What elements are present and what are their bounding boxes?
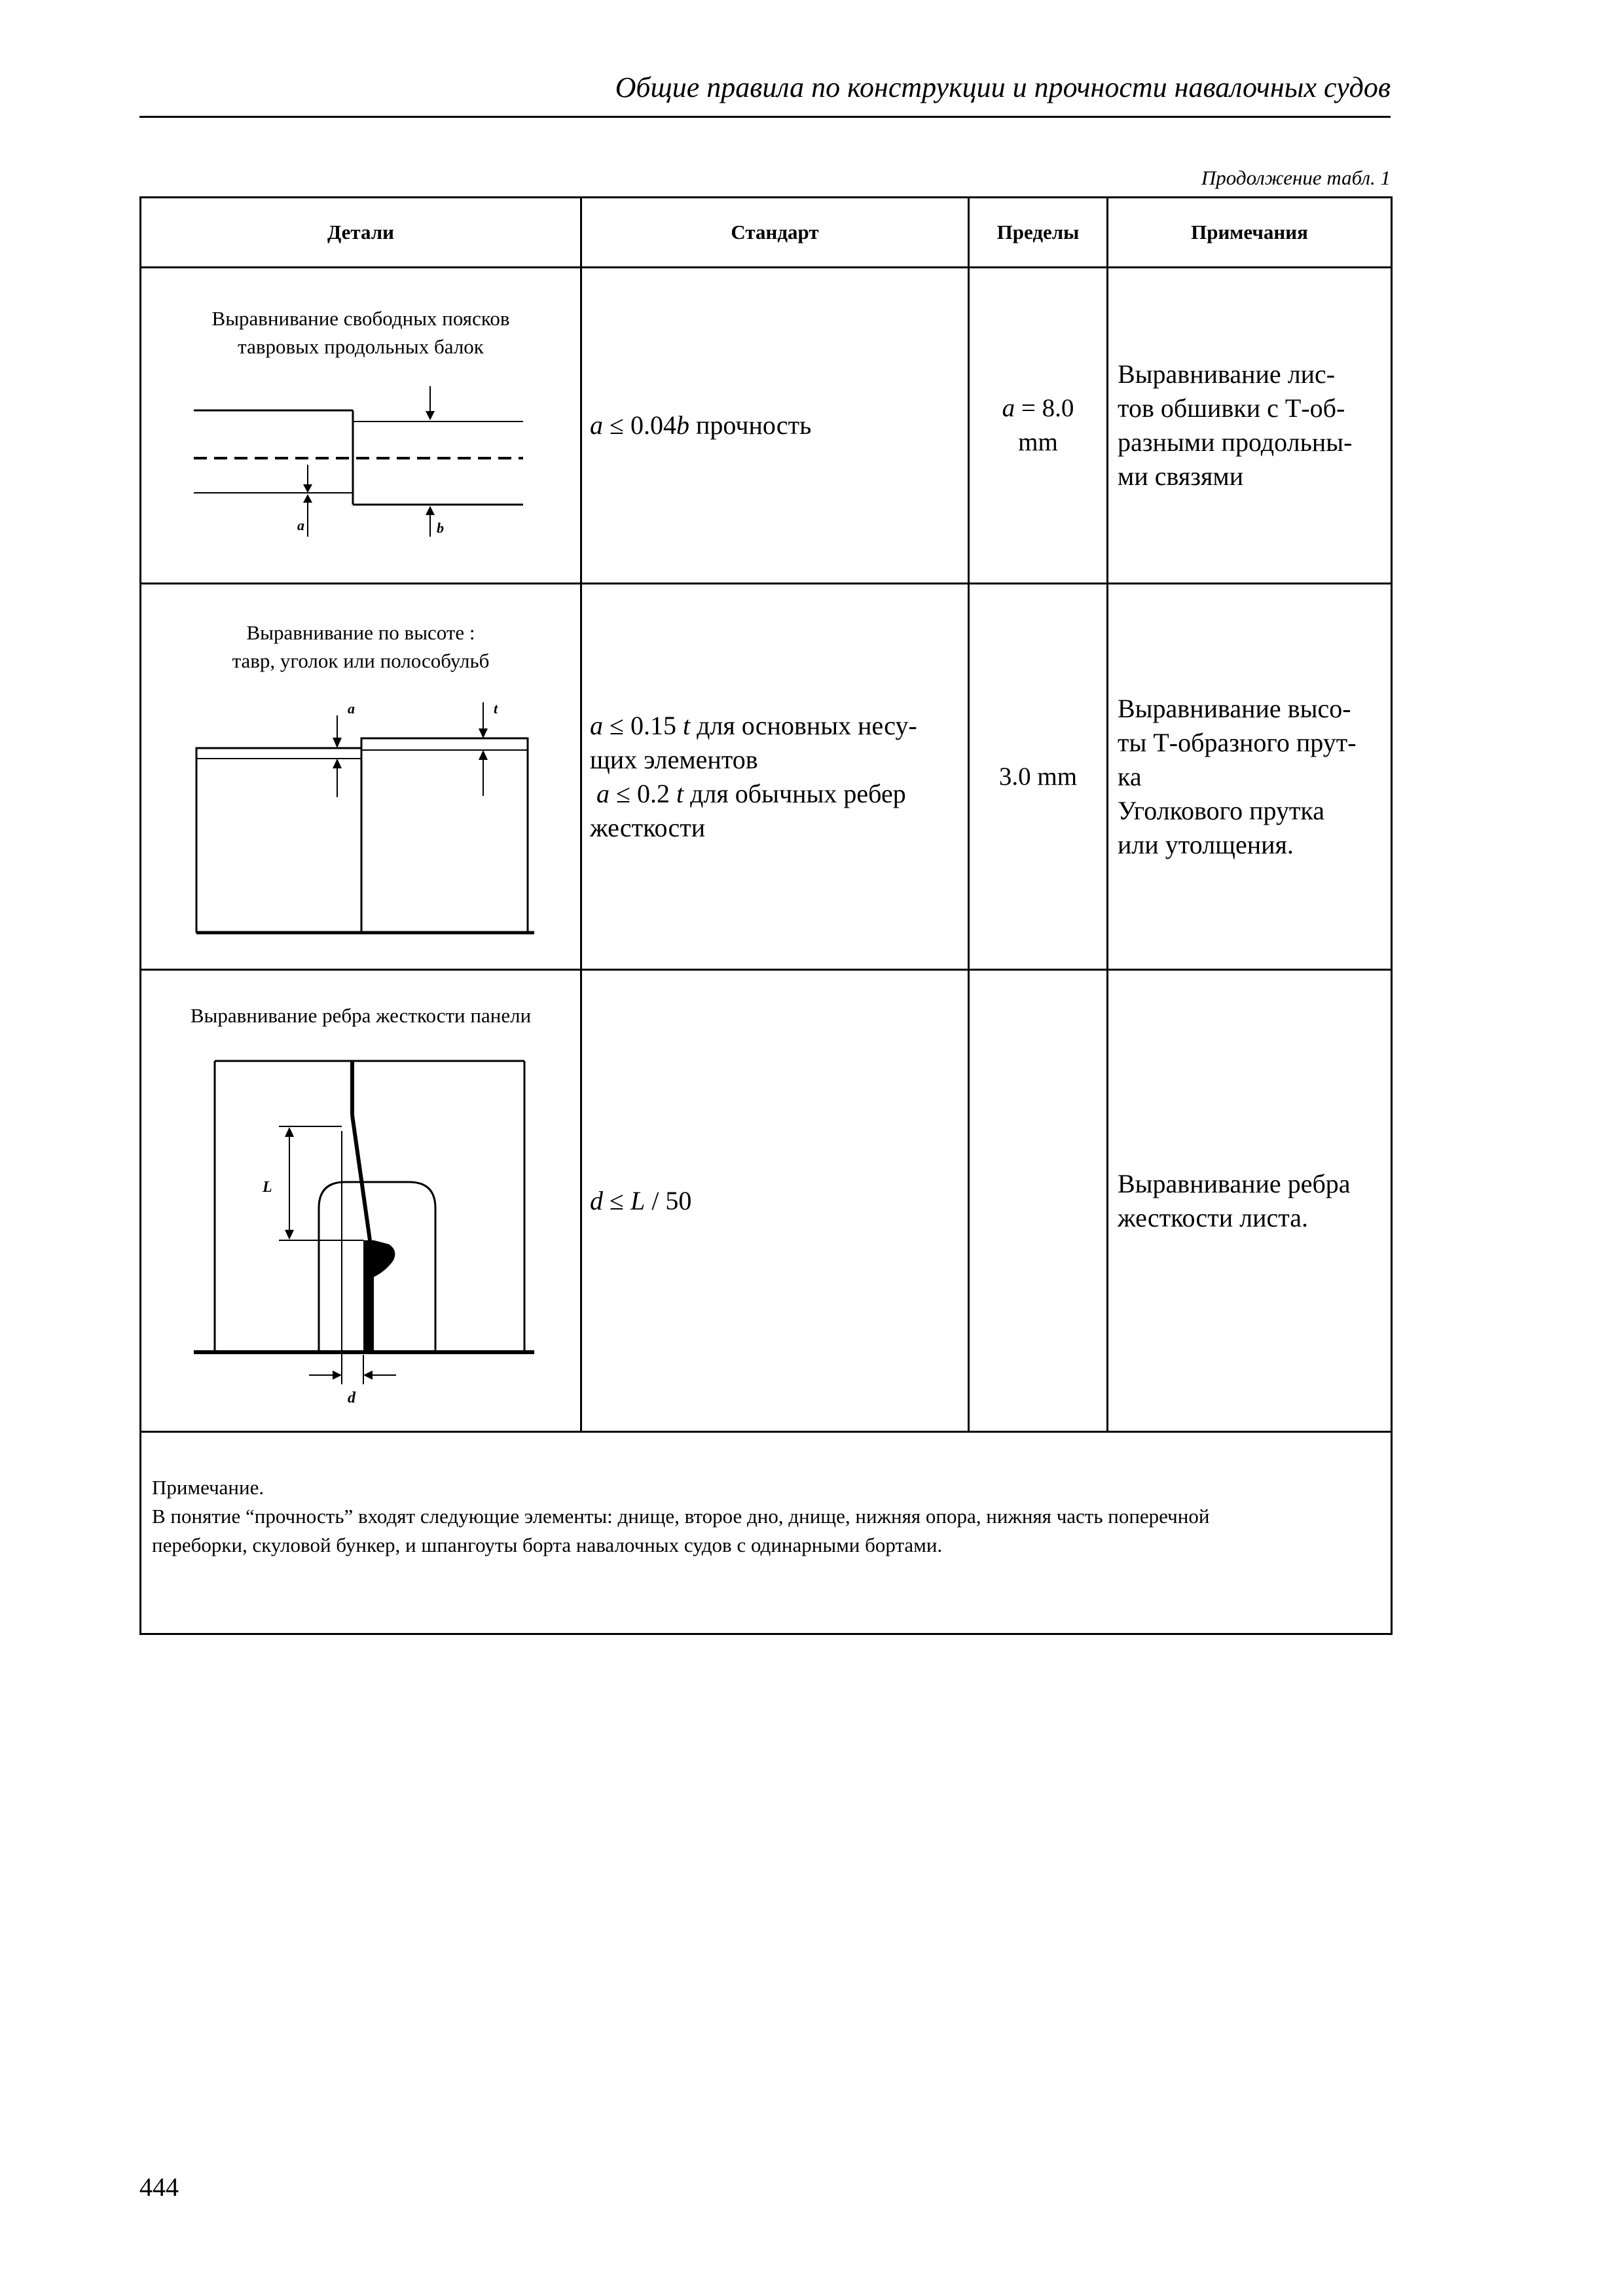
table-row [141,584,1392,970]
column-header-limits: Пределы [969,198,1108,268]
limit-cell: a = 8.0 mm [969,268,1108,584]
column-header-details: Детали [141,198,581,268]
note-text: переборки, скуловой бункер, и шпангоуты борта навалочных судов с одинарными бортами. [152,1534,943,1556]
header-rule [139,116,1391,118]
table-note [141,1432,1392,1634]
stiffener-alignment-figure [141,971,582,1431]
page-number: 444 [139,2172,179,2202]
standard-cell: a ≤ 0.04b прочность [581,268,969,584]
detail-cell [141,970,581,1432]
detail-caption: Выравнивание свободных поясков тавровых продольных балок [211,307,510,358]
figure-label-d: d [348,1390,356,1407]
running-title: Общие правила по конструкции и прочности навалочных судов [615,71,1391,103]
flange-alignment-figure [141,268,582,583]
remarks-cell: Выравнивание высо- ты Т-образного прут- ка Уголкового прутка или утолщения. [1108,584,1392,970]
limit-cell [969,970,1108,1432]
note-text: В понятие “прочность” входят следующие элементы: днище, второе дно, днище, нижняя опора, нижняя часть поперечной [152,1505,1210,1528]
standard-cell: a ≤ 0.15 t для основных несу- щих элементов a ≤ 0.2 t для обычных ребер жесткости [581,584,969,970]
table-row [141,268,1392,584]
table-header-row [141,198,1392,268]
remarks-cell: Выравнивание ребра жесткости листа. [1108,970,1392,1432]
detail-cell [141,268,581,584]
column-header-remarks: Примечания [1108,198,1392,268]
table-continuation-label: Продолжение табл. 1 [1201,166,1391,189]
detail-caption: Выравнивание по высоте : тавр, уголок или полособульб [232,621,490,672]
column-header-standard: Стандарт [581,198,969,268]
tolerance-table [139,196,1393,1635]
detail-cell [141,584,581,970]
figure-label-t: t [494,700,498,717]
figure-label-a: a [348,700,355,717]
figure-label-a: a [297,517,304,533]
figure-label-L: L [263,1179,272,1196]
note-title: Примечание. [152,1476,264,1499]
table-note-row [141,1432,1392,1634]
height-alignment-figure [141,584,582,969]
figure-label-b: b [437,520,444,536]
limit-cell: 3.0 mm [969,584,1108,970]
remarks-cell: Выравнивание лис- тов обшивки с Т-об- разными продольны- ми связями [1108,268,1392,584]
detail-caption: Выравнивание ребра жесткости панели [190,1004,532,1027]
table-row [141,970,1392,1432]
standard-cell: d ≤ L / 50 [581,970,969,1432]
